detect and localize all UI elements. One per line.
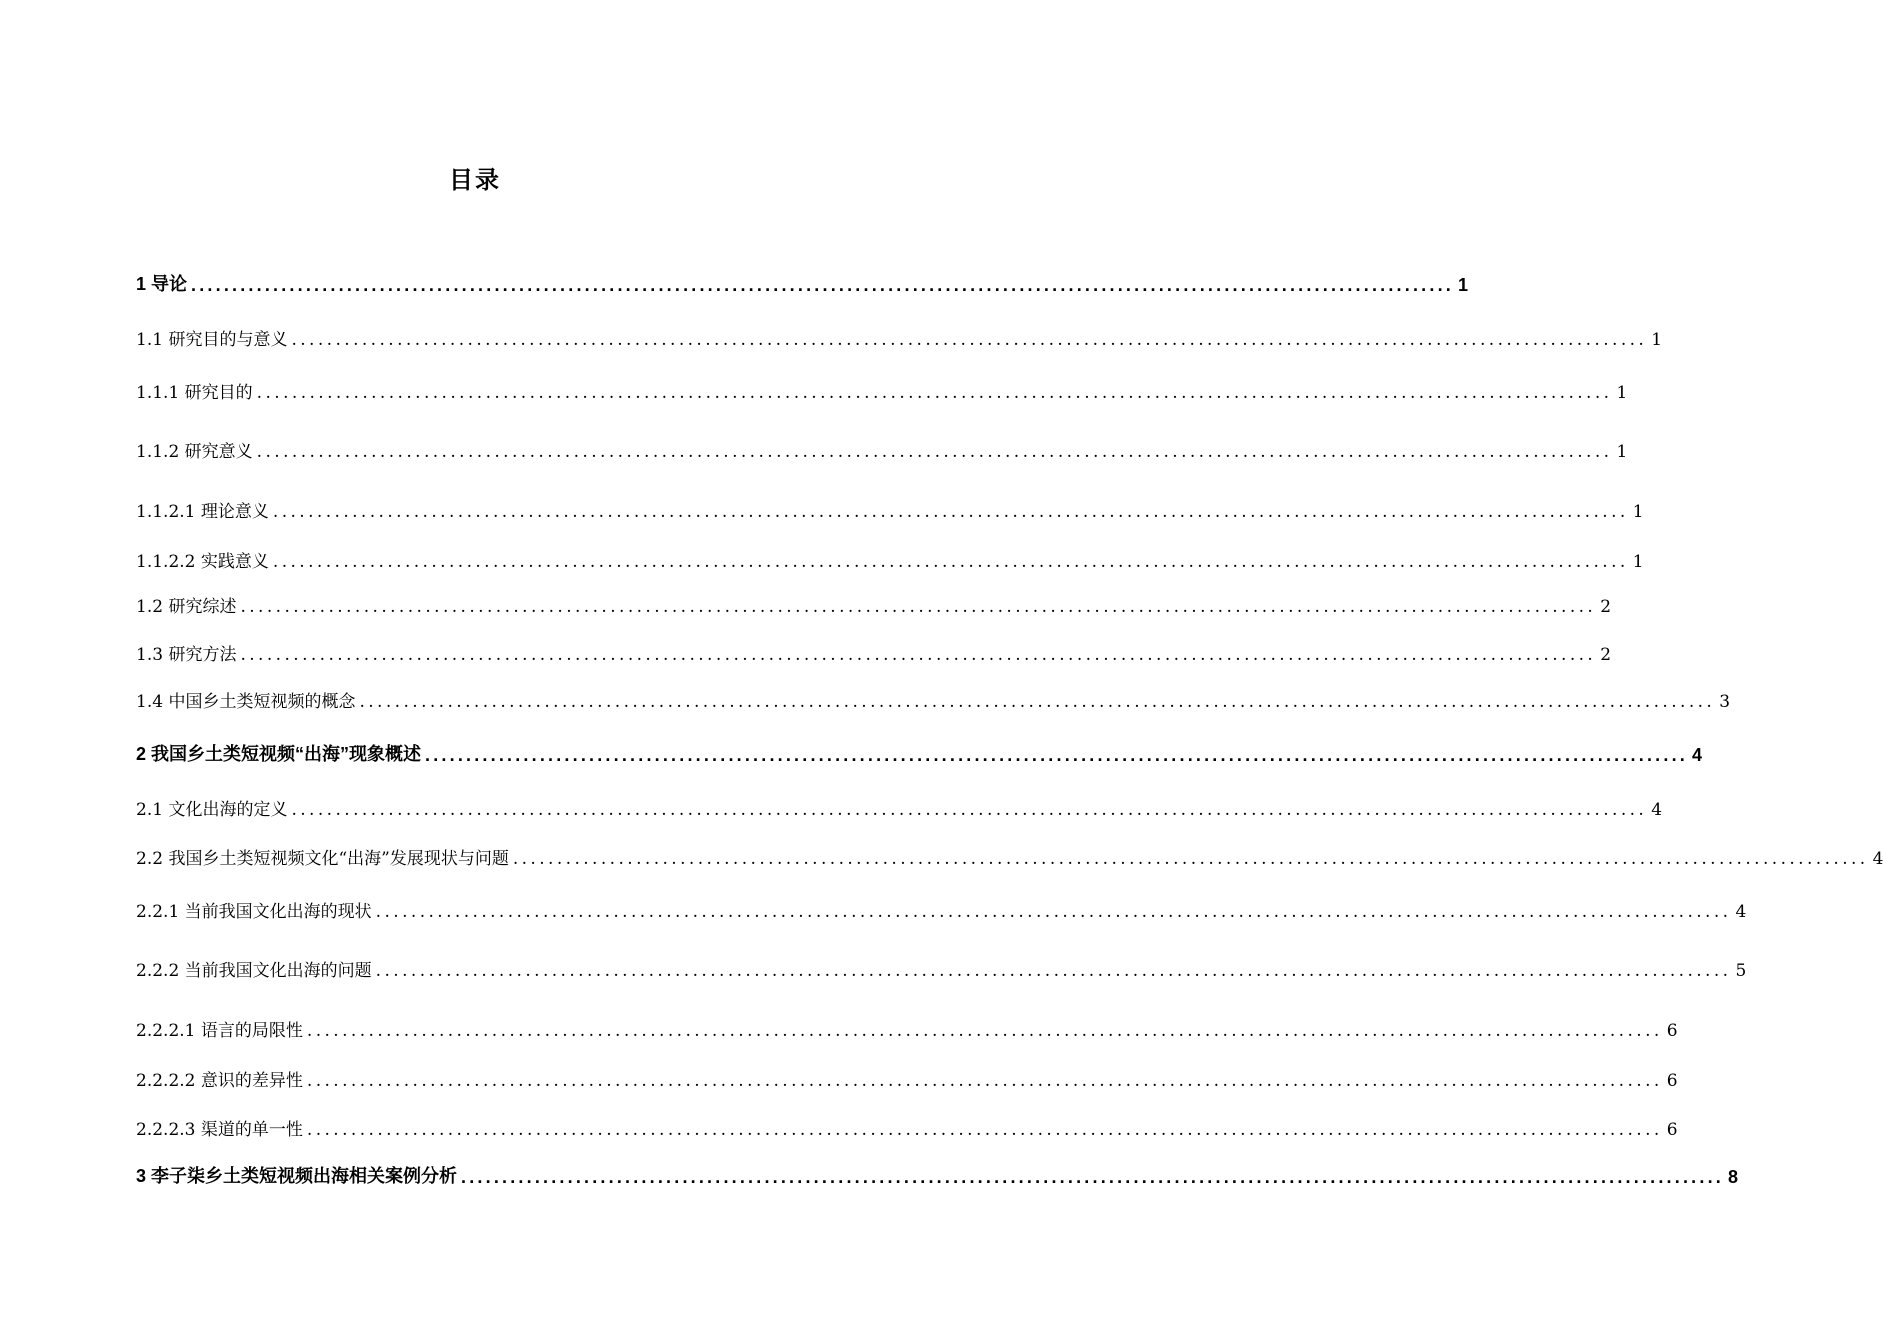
toc-page-number: 6 <box>1666 1021 1678 1041</box>
toc-entry-label: 2.2 我国乡土类短视频文化“出海”发展现状与问题 <box>136 849 509 869</box>
toc-entry-label: 1.1.2.1 理论意义 <box>136 502 269 522</box>
toc-leader-dots: .......................................................................................................................................................... <box>306 1021 1663 1041</box>
toc-leader-dots: .......................................................................................................................................................... <box>375 902 1732 922</box>
toc-page-number: 1 <box>1457 275 1468 295</box>
toc-entry-label: 1.1.2.2 实践意义 <box>136 552 269 572</box>
toc-entry-label: 2.2.2.1 语言的局限性 <box>136 1021 303 1041</box>
toc-entry-2-2-2-3[interactable] <box>136 1110 1678 1140</box>
toc-entry-1-4[interactable] <box>136 682 1731 712</box>
toc-entry-2-1[interactable] <box>136 790 1663 820</box>
toc-entry-2-2-2[interactable] <box>136 951 1747 981</box>
toc-page-number: 1 <box>1616 442 1628 462</box>
toc-entry-label: 2.1 文化出海的定义 <box>136 800 288 820</box>
toc-page-number: 6 <box>1666 1120 1678 1140</box>
toc-entry-1-1-2-1[interactable] <box>136 492 1644 522</box>
toc-page-number: 4 <box>1735 902 1747 922</box>
toc-entry-label: 2.2.2 当前我国文化出海的问题 <box>136 961 372 981</box>
toc-entry-1-1-2-2[interactable] <box>136 542 1644 572</box>
toc-leader-dots: .......................................................................................................................................................... <box>272 552 1629 572</box>
toc-leader-dots: .......................................................................................................................................................... <box>191 275 1454 295</box>
toc-leader-dots: .......................................................................................................................................................... <box>306 1120 1663 1140</box>
toc-entry-2[interactable] <box>136 736 1702 766</box>
toc-entry-2-2[interactable] <box>136 839 1883 869</box>
page-title: 目录 <box>449 166 501 194</box>
toc-leader-dots: .......................................................................................................................................................... <box>240 597 1597 617</box>
toc-entry-label: 1.3 研究方法 <box>136 645 237 665</box>
toc-leader-dots: .......................................................................................................................................................... <box>256 442 1613 462</box>
toc-entry-label: 2.2.1 当前我国文化出海的现状 <box>136 902 372 922</box>
toc-entry-label: 1.1 研究目的与意义 <box>136 330 288 350</box>
toc-entry-label: 2.2.2.2 意识的差异性 <box>136 1071 303 1091</box>
toc-page-number: 1 <box>1616 383 1628 403</box>
toc-leader-dots: .......................................................................................................................................................... <box>512 849 1869 869</box>
toc-entry-label: 1.1.1 研究目的 <box>136 383 253 403</box>
toc-entry-label: 3 李子柒乡土类短视频出海相关案例分析 <box>136 1166 458 1186</box>
toc-page-number: 4 <box>1651 800 1663 820</box>
toc-entry-1[interactable] <box>136 266 1468 296</box>
toc-entry-label: 1.4 中国乡土类短视频的概念 <box>136 692 356 712</box>
toc-page-number: 8 <box>1727 1167 1738 1187</box>
toc-entry-1-1[interactable] <box>136 320 1663 350</box>
toc-leader-dots: .......................................................................................................................................................... <box>425 745 1688 765</box>
toc-leader-dots: .......................................................................................................................................................... <box>256 383 1613 403</box>
toc-entry-2-2-2-1[interactable] <box>136 1011 1678 1041</box>
toc-page-number: 1 <box>1651 330 1663 350</box>
toc-entry-label: 1.1.2 研究意义 <box>136 442 253 462</box>
toc-page-number: 2 <box>1600 597 1612 617</box>
toc-entry-1-3[interactable] <box>136 635 1612 665</box>
toc-leader-dots: .......................................................................................................................................................... <box>240 645 1597 665</box>
toc-entry-1-1-1[interactable] <box>136 373 1628 403</box>
toc-page-number: 4 <box>1872 849 1883 869</box>
toc-entry-label: 2.2.2.3 渠道的单一性 <box>136 1120 303 1140</box>
toc-page-number: 2 <box>1600 645 1612 665</box>
toc-entry-label: 2 我国乡土类短视频“出海”现象概述 <box>136 744 422 764</box>
toc-leader-dots: .......................................................................................................................................................... <box>306 1071 1663 1091</box>
toc-entry-2-2-2-2[interactable] <box>136 1061 1678 1091</box>
toc-leader-dots: .......................................................................................................................................................... <box>291 800 1648 820</box>
toc-page-number: 6 <box>1666 1071 1678 1091</box>
toc-entry-1-2[interactable] <box>136 587 1612 617</box>
toc-leader-dots: .......................................................................................................................................................... <box>359 692 1716 712</box>
toc-entry-3[interactable] <box>136 1158 1738 1188</box>
toc-leader-dots: .......................................................................................................................................................... <box>272 502 1629 522</box>
toc-entry-label: 1.2 研究综述 <box>136 597 237 617</box>
toc-page-number: 3 <box>1719 692 1731 712</box>
toc-page-number: 4 <box>1691 745 1702 765</box>
toc-entry-label: 1 导论 <box>136 274 188 294</box>
toc-entry-2-2-1[interactable] <box>136 892 1747 922</box>
toc-page-number: 1 <box>1632 552 1644 572</box>
toc-entry-1-1-2[interactable] <box>136 432 1628 462</box>
toc-leader-dots: .......................................................................................................................................................... <box>461 1167 1724 1187</box>
toc-page-number: 1 <box>1632 502 1644 522</box>
toc-leader-dots: .......................................................................................................................................................... <box>375 961 1732 981</box>
toc-leader-dots: .......................................................................................................................................................... <box>291 330 1648 350</box>
toc-page-number: 5 <box>1735 961 1747 981</box>
